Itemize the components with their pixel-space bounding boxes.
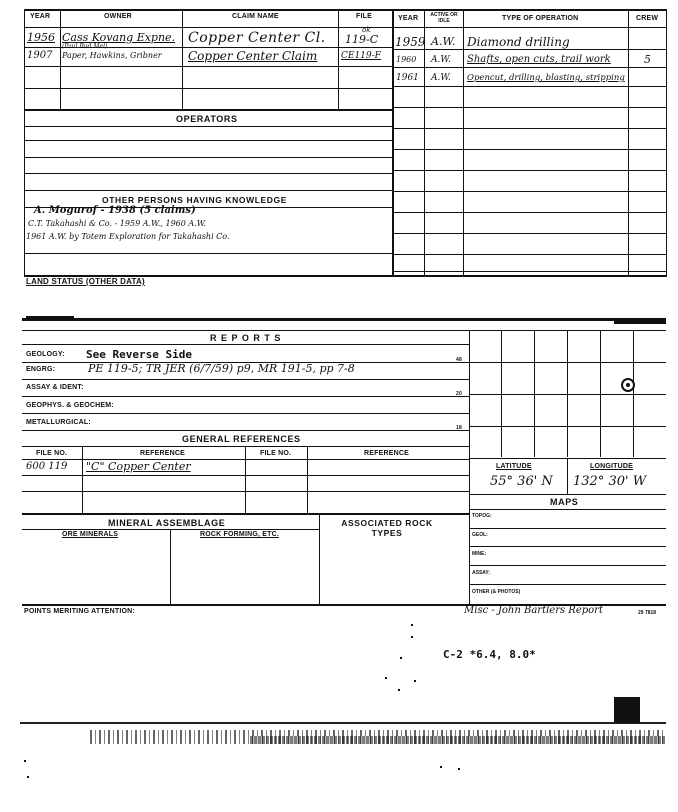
mineral-assoc-divider <box>319 514 320 605</box>
maps-row-line <box>469 565 666 566</box>
other-persons-line-2: C.T. Takahashi & Co. - 1959 A.W., 1960 A.W. <box>28 219 207 228</box>
col-owner-divider <box>182 9 183 109</box>
scan-speck <box>24 760 26 762</box>
general-refs-div-1 <box>82 446 83 514</box>
operation-row-1-status: A.W. <box>431 35 456 48</box>
operation-row-line <box>392 233 666 234</box>
location-marker-dot-icon <box>626 383 630 387</box>
general-refs-col-file2: FILE NO. <box>260 450 292 457</box>
header-owner: OWNER <box>104 13 132 20</box>
owner-row-line <box>24 88 392 89</box>
general-references-title: GENERAL REFERENCES <box>182 434 301 444</box>
owner-row-2-owner: Paper, Hawkins, Gribner <box>62 51 162 60</box>
maps-title-rule <box>469 509 666 510</box>
report-num-48: 48 <box>456 357 462 363</box>
operation-row-2-status: A.W. <box>431 55 451 65</box>
scan-speck <box>458 768 460 770</box>
operators-rule <box>24 126 392 127</box>
maps-mine-label: MINE: <box>472 551 487 557</box>
general-refs-div-2 <box>245 446 246 514</box>
owner-row-1-year: 1956 <box>27 31 55 44</box>
operators-row-line <box>24 190 392 191</box>
map-code: C-2 *6.4, 8.0* <box>443 648 536 661</box>
left-border <box>24 9 25 277</box>
owner-row-line <box>24 66 392 67</box>
scan-noise-band <box>250 736 666 744</box>
scan-speck <box>440 766 442 768</box>
owner-row-1-file: 119-C <box>345 33 379 46</box>
metallurgical-label: METALLURGICAL: <box>26 419 91 426</box>
operators-title: OPERATORS <box>176 114 238 124</box>
other-persons-line-1: A. Mogurof - 1938 (5 claims) <box>34 205 196 216</box>
report-row-line <box>22 413 469 414</box>
top-border <box>24 9 666 11</box>
assay-label: ASSAY & IDENT: <box>26 384 84 391</box>
rock-forming-label: ROCK FORMING, ETC. <box>200 531 280 538</box>
operation-row-2-year: 1960 <box>396 55 417 64</box>
operation-row-3-type: Opencut, drilling, blasting, stripping <box>467 73 625 83</box>
reports-title: R E P O R T S <box>210 333 282 343</box>
general-refs-col-ref2: REFERENCE <box>364 450 409 457</box>
operation-row-line <box>392 212 666 213</box>
operators-title-rule <box>24 110 392 111</box>
other-persons-line-3: 1961 A.W. by Totem Exploration for Takahashi Co. <box>26 232 230 241</box>
geology-value: See Reverse Side <box>86 348 192 361</box>
reports-top-bar <box>22 318 666 321</box>
geology-label: GEOLOGY: <box>26 351 65 358</box>
mineral-assemblage-title: MINERAL ASSEMBLAGE <box>108 518 226 528</box>
operation-row-line <box>392 86 666 87</box>
operation-row-line <box>392 191 666 192</box>
top-bottom-border-2 <box>392 271 666 272</box>
owner-row-2-file: CE119-F <box>341 51 381 61</box>
maps-row-line <box>469 584 666 585</box>
header-active-idle: ACTIVE OR IDLE <box>430 12 458 24</box>
operators-row-line <box>24 173 392 174</box>
owner-row-1-claim: Copper Center Cl. <box>188 30 326 46</box>
header-crew: CREW <box>636 15 659 22</box>
maps-topog-label: TOPOG: <box>472 513 492 519</box>
operation-row-line <box>392 107 666 108</box>
reports-top-bar-left <box>26 316 74 320</box>
scan-speck <box>398 689 400 691</box>
header-claim-name: CLAIM NAME <box>232 13 279 20</box>
scan-speck <box>400 657 402 659</box>
engrg-value: PE 119-5; TR JER (6/7/59) p9, MR 191-5, pp 7-8 <box>88 362 355 375</box>
mineral-col-divider <box>170 529 171 605</box>
other-persons-title: OTHER PERSONS HAVING KNOWLEDGE <box>102 195 288 205</box>
reports-top-bar-right <box>614 320 666 324</box>
engrg-label: ENGRG: <box>26 366 56 373</box>
general-refs-col-file: FILE NO. <box>36 450 68 457</box>
operators-row-line <box>24 140 392 141</box>
latlong-bottom-rule <box>469 494 666 495</box>
report-row-line <box>22 430 469 431</box>
header-file: FILE <box>356 13 372 20</box>
maps-geol-label: GEOL: <box>472 532 488 538</box>
maps-row-line <box>469 546 666 547</box>
col-year-divider <box>60 9 61 109</box>
header-type-of-operation: TYPE OF OPERATION <box>502 15 579 22</box>
latitude-value: 55° 36' N <box>490 474 553 489</box>
maps-other-label: OTHER (& PHOTOS) <box>472 589 521 595</box>
scan-noise-band <box>20 722 666 724</box>
operation-row-line <box>392 49 666 50</box>
owner-row-2-sub: (Paul Bud Mel) <box>62 43 108 50</box>
report-row-line <box>22 396 469 397</box>
owner-row-1-file-note: ok <box>362 26 371 34</box>
operation-row-line <box>392 170 666 171</box>
header-year2: YEAR <box>398 15 419 22</box>
owner-row-1-owner: Cass Kovang Expne. <box>62 31 176 44</box>
misc-report-note: Misc - John Bartlers Report <box>464 605 603 616</box>
maps-row-line <box>469 528 666 529</box>
general-refs-bottom-rule <box>22 513 469 515</box>
general-refs-row-ref: "C" Copper Center <box>86 460 191 473</box>
associated-rock-types: ASSOCIATED ROCK TYPES <box>341 518 433 538</box>
maps-assay-label: ASSAY: <box>472 570 491 576</box>
scan-speck <box>385 677 387 679</box>
report-num-18: 18 <box>456 425 462 431</box>
operators-row-line <box>24 157 392 158</box>
right-border <box>666 9 667 277</box>
report-row-line <box>22 379 469 380</box>
operation-row-line <box>392 128 666 129</box>
header-year: YEAR <box>30 13 51 20</box>
latitude-label: LATITUDE <box>496 463 532 470</box>
land-status-label: LAND STATUS (OTHER DATA) <box>26 277 145 286</box>
general-refs-row-file: 600 119 <box>26 461 68 472</box>
general-refs-div-3 <box>307 446 308 514</box>
maps-title: MAPS <box>550 497 579 507</box>
operation-row-line <box>392 67 666 68</box>
operation-row-3-status: A.W. <box>431 73 451 83</box>
longitude-value: 132° 30' W <box>573 474 647 489</box>
report-num-20: 20 <box>456 391 462 397</box>
grid-line <box>469 362 666 363</box>
operation-row-2-crew: 5 <box>644 53 651 66</box>
header-rule <box>24 27 666 28</box>
operation-row-3-year: 1961 <box>396 73 419 83</box>
scan-black-block <box>614 697 640 723</box>
other-persons-row-line <box>24 253 392 254</box>
owner-row-2-claim: Copper Center Claim <box>188 49 318 63</box>
location-grid <box>469 330 666 457</box>
general-refs-row-line <box>22 491 469 492</box>
scan-speck <box>411 636 413 638</box>
longitude-label: LONGITUDE <box>590 463 634 470</box>
geophys-label: GEOPHYS. & GEOCHEM: <box>26 402 114 409</box>
col-claim-divider <box>338 9 339 109</box>
scan-speck <box>411 624 413 626</box>
points-meriting-label: POINTS MERITING ATTENTION: <box>24 608 135 615</box>
operation-row-1-year: 1959 <box>395 35 426 49</box>
scan-speck <box>414 680 416 682</box>
operation-row-line <box>392 254 666 255</box>
operation-row-2-type: Shafts, open cuts, trail work <box>467 54 611 65</box>
general-refs-col-ref: REFERENCE <box>140 450 185 457</box>
latlong-divider <box>567 458 568 494</box>
scan-speck <box>27 776 29 778</box>
grid-line <box>469 394 666 395</box>
form-number: 29 7818 <box>638 610 657 616</box>
operation-row-line <box>392 149 666 150</box>
grid-line <box>469 426 666 427</box>
general-refs-row-line <box>22 475 469 476</box>
operation-row-1-type: Diamond drilling <box>467 35 570 49</box>
owner-row-2-year: 1907 <box>27 50 53 61</box>
reports-title-rule <box>22 344 470 345</box>
ore-minerals-label: ORE MINERALS <box>62 531 119 538</box>
